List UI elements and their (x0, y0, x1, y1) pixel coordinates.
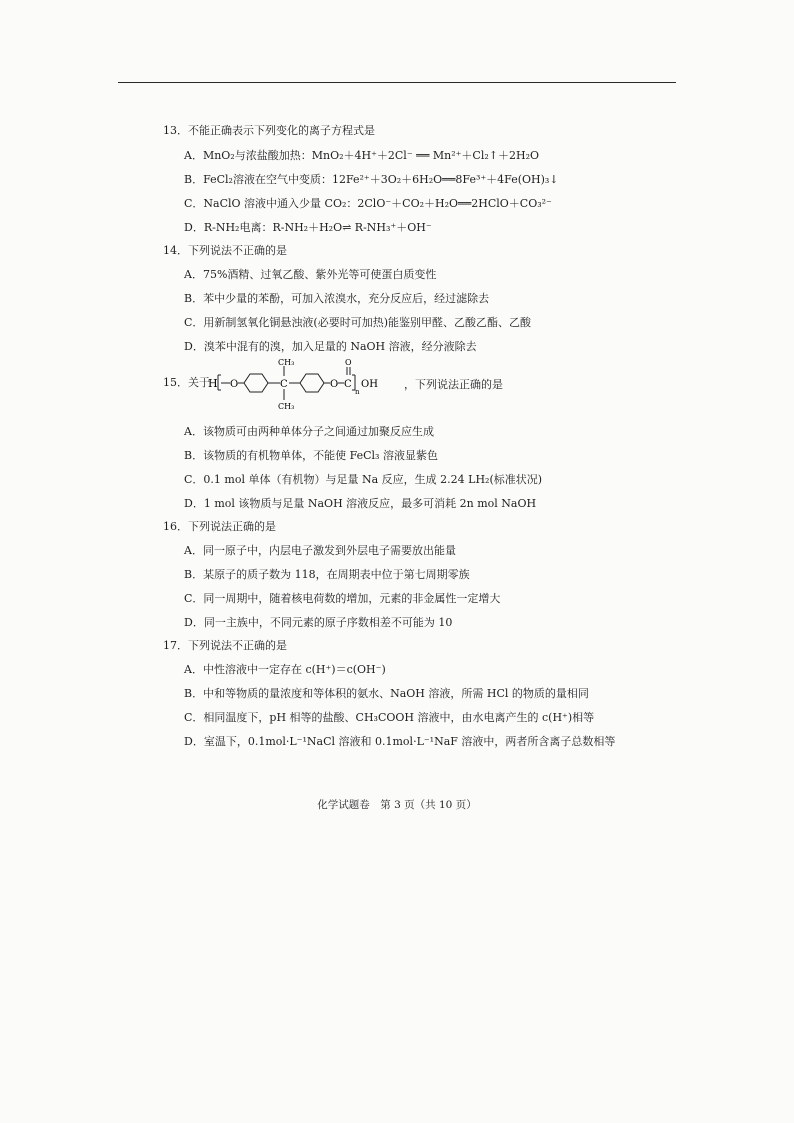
structure-carbonyl-o: O (345, 358, 352, 367)
structure-methyl-bottom: CH₃ (278, 402, 295, 411)
question-13-option-d: D．R-NH₂电离：R-NH₂＋H₂O⇌ R-NH₃⁺＋OH⁻ (184, 221, 432, 234)
question-15-stem-prefix: 15．关于 (163, 376, 210, 389)
question-17-stem: 17．下列说法不正确的是 (163, 639, 287, 652)
structure-end-group: OH (361, 379, 378, 390)
structure-ester-c: C (344, 379, 352, 390)
question-13-stem: 13．不能正确表示下列变化的离子方程式是 (163, 124, 375, 137)
question-14-option-c: C．用新制氢氧化铜悬浊液(必要时可加热)能鉴别甲醛、乙酸乙酯、乙酸 (184, 316, 531, 329)
question-16-option-b: B．某原子的质子数为 118，在周期表中位于第七周期零族 (184, 568, 470, 581)
structure-methyl-top: CH₃ (278, 358, 295, 367)
benzene-ring-right (300, 374, 324, 392)
polymer-structure (208, 356, 398, 412)
question-15-option-c: C．0.1 mol 单体（有机物）与足量 Na 反应，生成 2.24 LH₂(标准状况) (184, 473, 543, 486)
question-14-option-a: A．75%酒精、过氧乙酸、紫外光等可使蛋白质变性 (184, 268, 437, 281)
question-14-option-b: B．苯中少量的苯酚，可加入浓溴水，充分反应后，经过滤除去 (184, 292, 490, 305)
question-14-option-d: D．溴苯中混有的溴，加入足量的 NaOH 溶液，经分液除去 (184, 340, 477, 353)
question-15-option-d: D．1 mol 该物质与足量 NaOH 溶液反应，最多可消耗 2n mol NaOH (184, 497, 537, 510)
question-13-option-b: B．FeCl₂溶液在空气中变质：12Fe²⁺＋3O₂＋6H₂O══8Fe³⁺＋4Fe(OH)₃↓ (184, 173, 559, 186)
page-footer: 化学试题卷 第 3 页（共 10 页） (317, 799, 477, 811)
polymer-structure-drawing (208, 356, 398, 412)
structure-ether-o: O (230, 379, 239, 390)
question-16-option-c: C．同一周期中，随着核电荷数的增加，元素的非金属性一定增大 (184, 592, 501, 605)
question-15-option-a: A．该物质可由两种单体分子之间通过加聚反应生成 (184, 425, 434, 438)
structure-ester-o: O (330, 379, 339, 390)
question-17-option-b: B．中和等物质的量浓度和等体积的氨水、NaOH 溶液，所需 HCl 的物质的量相同 (184, 687, 589, 700)
question-15-stem-suffix: ，下列说法正确的是 (404, 378, 503, 391)
question-17-option-d: D．室温下，0.1mol·L⁻¹NaCl 溶液和 0.1mol·L⁻¹NaF 溶液中，两者所含离子总数相等 (184, 735, 616, 748)
question-13-option-a: A．MnO₂与浓盐酸加热：MnO₂＋4H⁺＋2Cl⁻ ══ Mn²⁺＋Cl₂↑＋2H₂O (184, 149, 540, 162)
question-16-option-a: A．同一原子中，内层电子激发到外层电子需要放出能量 (184, 544, 456, 557)
structure-center-c: C (280, 379, 288, 390)
question-15-option-b: B．该物质的有机物单体，不能使 FeCl₃ 溶液显紫色 (184, 449, 438, 462)
structure-subscript-n: n (355, 388, 360, 396)
benzene-ring-left (244, 374, 268, 392)
question-14-stem: 14．下列说法不正确的是 (163, 244, 287, 257)
question-17-option-c: C．相同温度下，pH 相等的盐酸、CH₃COOH 溶液中，由水电离产生的 c(H⁺)相等 (184, 711, 595, 724)
question-13-option-c: C．NaClO 溶液中通入少量 CO₂：2ClO⁻＋CO₂＋H₂O══2HClO＋CO₃²⁻ (184, 197, 552, 210)
question-16-option-d: D．同一主族中，不同元素的原子序数相差不可能为 10 (184, 616, 453, 629)
question-16-stem: 16．下列说法正确的是 (163, 520, 276, 533)
structure-left-group: H (208, 377, 218, 390)
question-17-option-a: A．中性溶液中一定存在 c(H⁺)＝c(OH⁻) (184, 663, 386, 676)
